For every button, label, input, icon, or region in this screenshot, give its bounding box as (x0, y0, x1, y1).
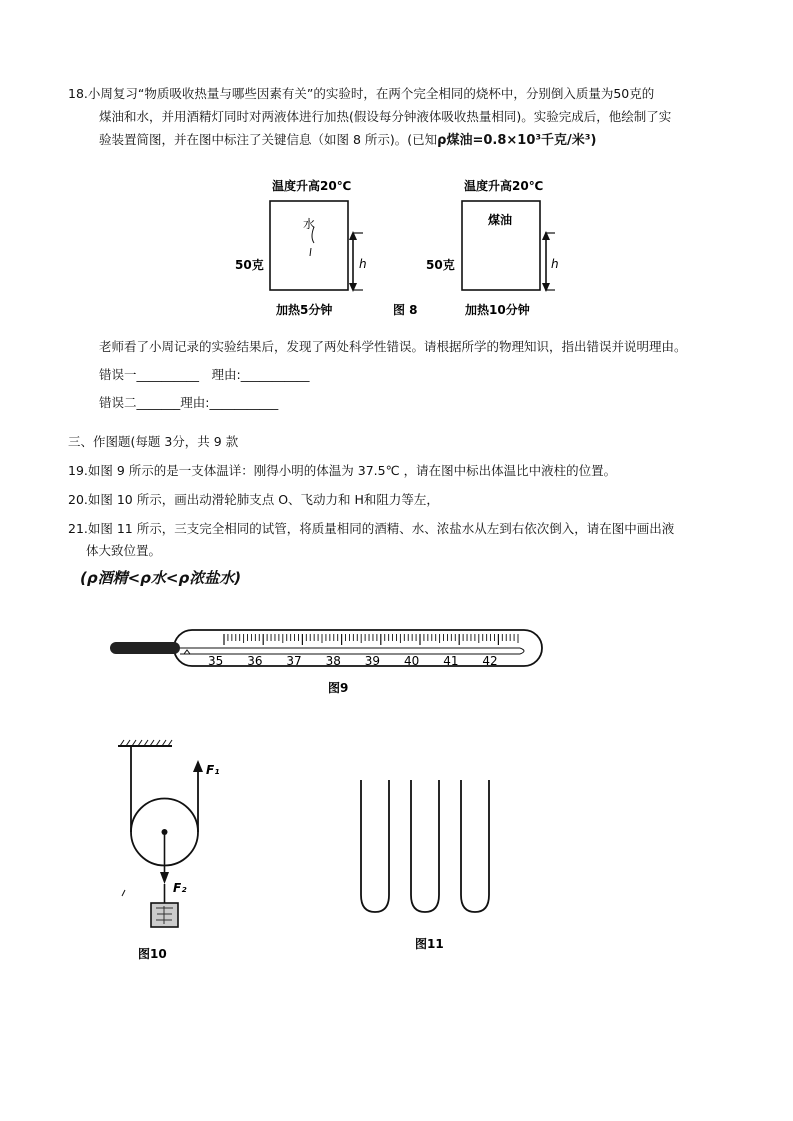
figure-9-caption: 图9 (328, 681, 349, 695)
right-top-label: 温度升高20℃ (464, 179, 544, 193)
right-liquid-label: 煤油 (488, 213, 513, 227)
teacher-remark: 老师看了小周记录的实验结果后，发现了两处科学性错误。请根据所学的物理知识，指出错误并说明理由。 (99, 339, 687, 354)
figure-10-caption: 图10 (138, 947, 167, 961)
scale-label: 38 (325, 654, 341, 668)
figure-10-pulley (110, 738, 250, 968)
beaker-kerosene (426, 178, 559, 317)
scale-label: 39 (364, 654, 381, 668)
error-one-line: 错误一__________ 理由:___________ (99, 367, 310, 382)
figure-11-caption: 图11 (415, 937, 444, 951)
left-top-label: 温度升高20℃ (272, 179, 352, 193)
right-bottom-label: 加热10分钟 (465, 303, 530, 317)
scale-label: 35 (208, 654, 224, 668)
q21-line2: 体大致位置。 (86, 543, 162, 558)
test-tube-middle (411, 780, 439, 912)
section-3-title: 三、作图题(每题 3分，共 9 款 (68, 434, 239, 449)
right-height-label: h (551, 257, 559, 271)
test-tube-right (461, 780, 489, 912)
thermometer-scale (224, 634, 518, 645)
scale-label: 40 (404, 654, 420, 668)
force-f2-label: F₂ (173, 881, 187, 895)
figure-8 (210, 172, 610, 322)
right-mass-label: 50克 (426, 258, 455, 272)
q19-text: 19.如图 9 所示的是一支体温详：刚得小明的体温为 37.5℃ ，请在图中标出体温比中液柱的位置。 (68, 463, 617, 478)
error-two-line: 错误二_______理由:___________ (99, 395, 279, 410)
scale-label: 37 (286, 654, 302, 668)
figure-11-test-tubes (350, 775, 510, 955)
left-mass-label: 50克 (235, 258, 264, 272)
left-liquid-label: 水 (303, 217, 316, 231)
kerosene-density: ρ煤油=0.8×10³千克/米³) (437, 133, 597, 148)
scale-label: 36 (247, 654, 263, 668)
figure-9-thermometer (102, 625, 552, 705)
test-tube-left (361, 780, 389, 912)
left-height-label: h (359, 257, 367, 271)
q18-line3-text: 验装置简图，并在图中标注了关键信息（如图 8 所示)。(已知 (99, 132, 438, 147)
figure-8-caption: 图 8 (393, 303, 418, 317)
scale-label: 42 (482, 654, 498, 668)
force-f1-label: F₁ (206, 763, 220, 777)
q18-line1: 18.小周复习“物质吸收热量与哪些因素有关”的实验时，在两个完全相同的烧杯中，分别倒入质量为50克的 (68, 86, 655, 101)
q21-line1: 21.如图 11 所示，三支完全相同的试管，将质量相同的酒精、水、浓盐水从左到右依次倒入，请在图中画出液 (68, 521, 675, 536)
q18-line2: 煤油和水，并用酒精灯同时对两液体进行加热(假设每分钟液体吸收热量相同)。实验完成后，他绘制了实 (99, 109, 672, 124)
density-order: (ρ酒精<ρ水<ρ浓盐水) (80, 569, 242, 587)
beaker-water (235, 178, 367, 317)
q20-text: 20.如图 10 所示，画出动滑轮肺支点 O、飞动力和 H和阻力等左， (68, 492, 439, 507)
left-bottom-label: 加热5分钟 (276, 303, 333, 317)
q18-line3 (99, 132, 596, 149)
scale-label: 41 (443, 654, 459, 668)
